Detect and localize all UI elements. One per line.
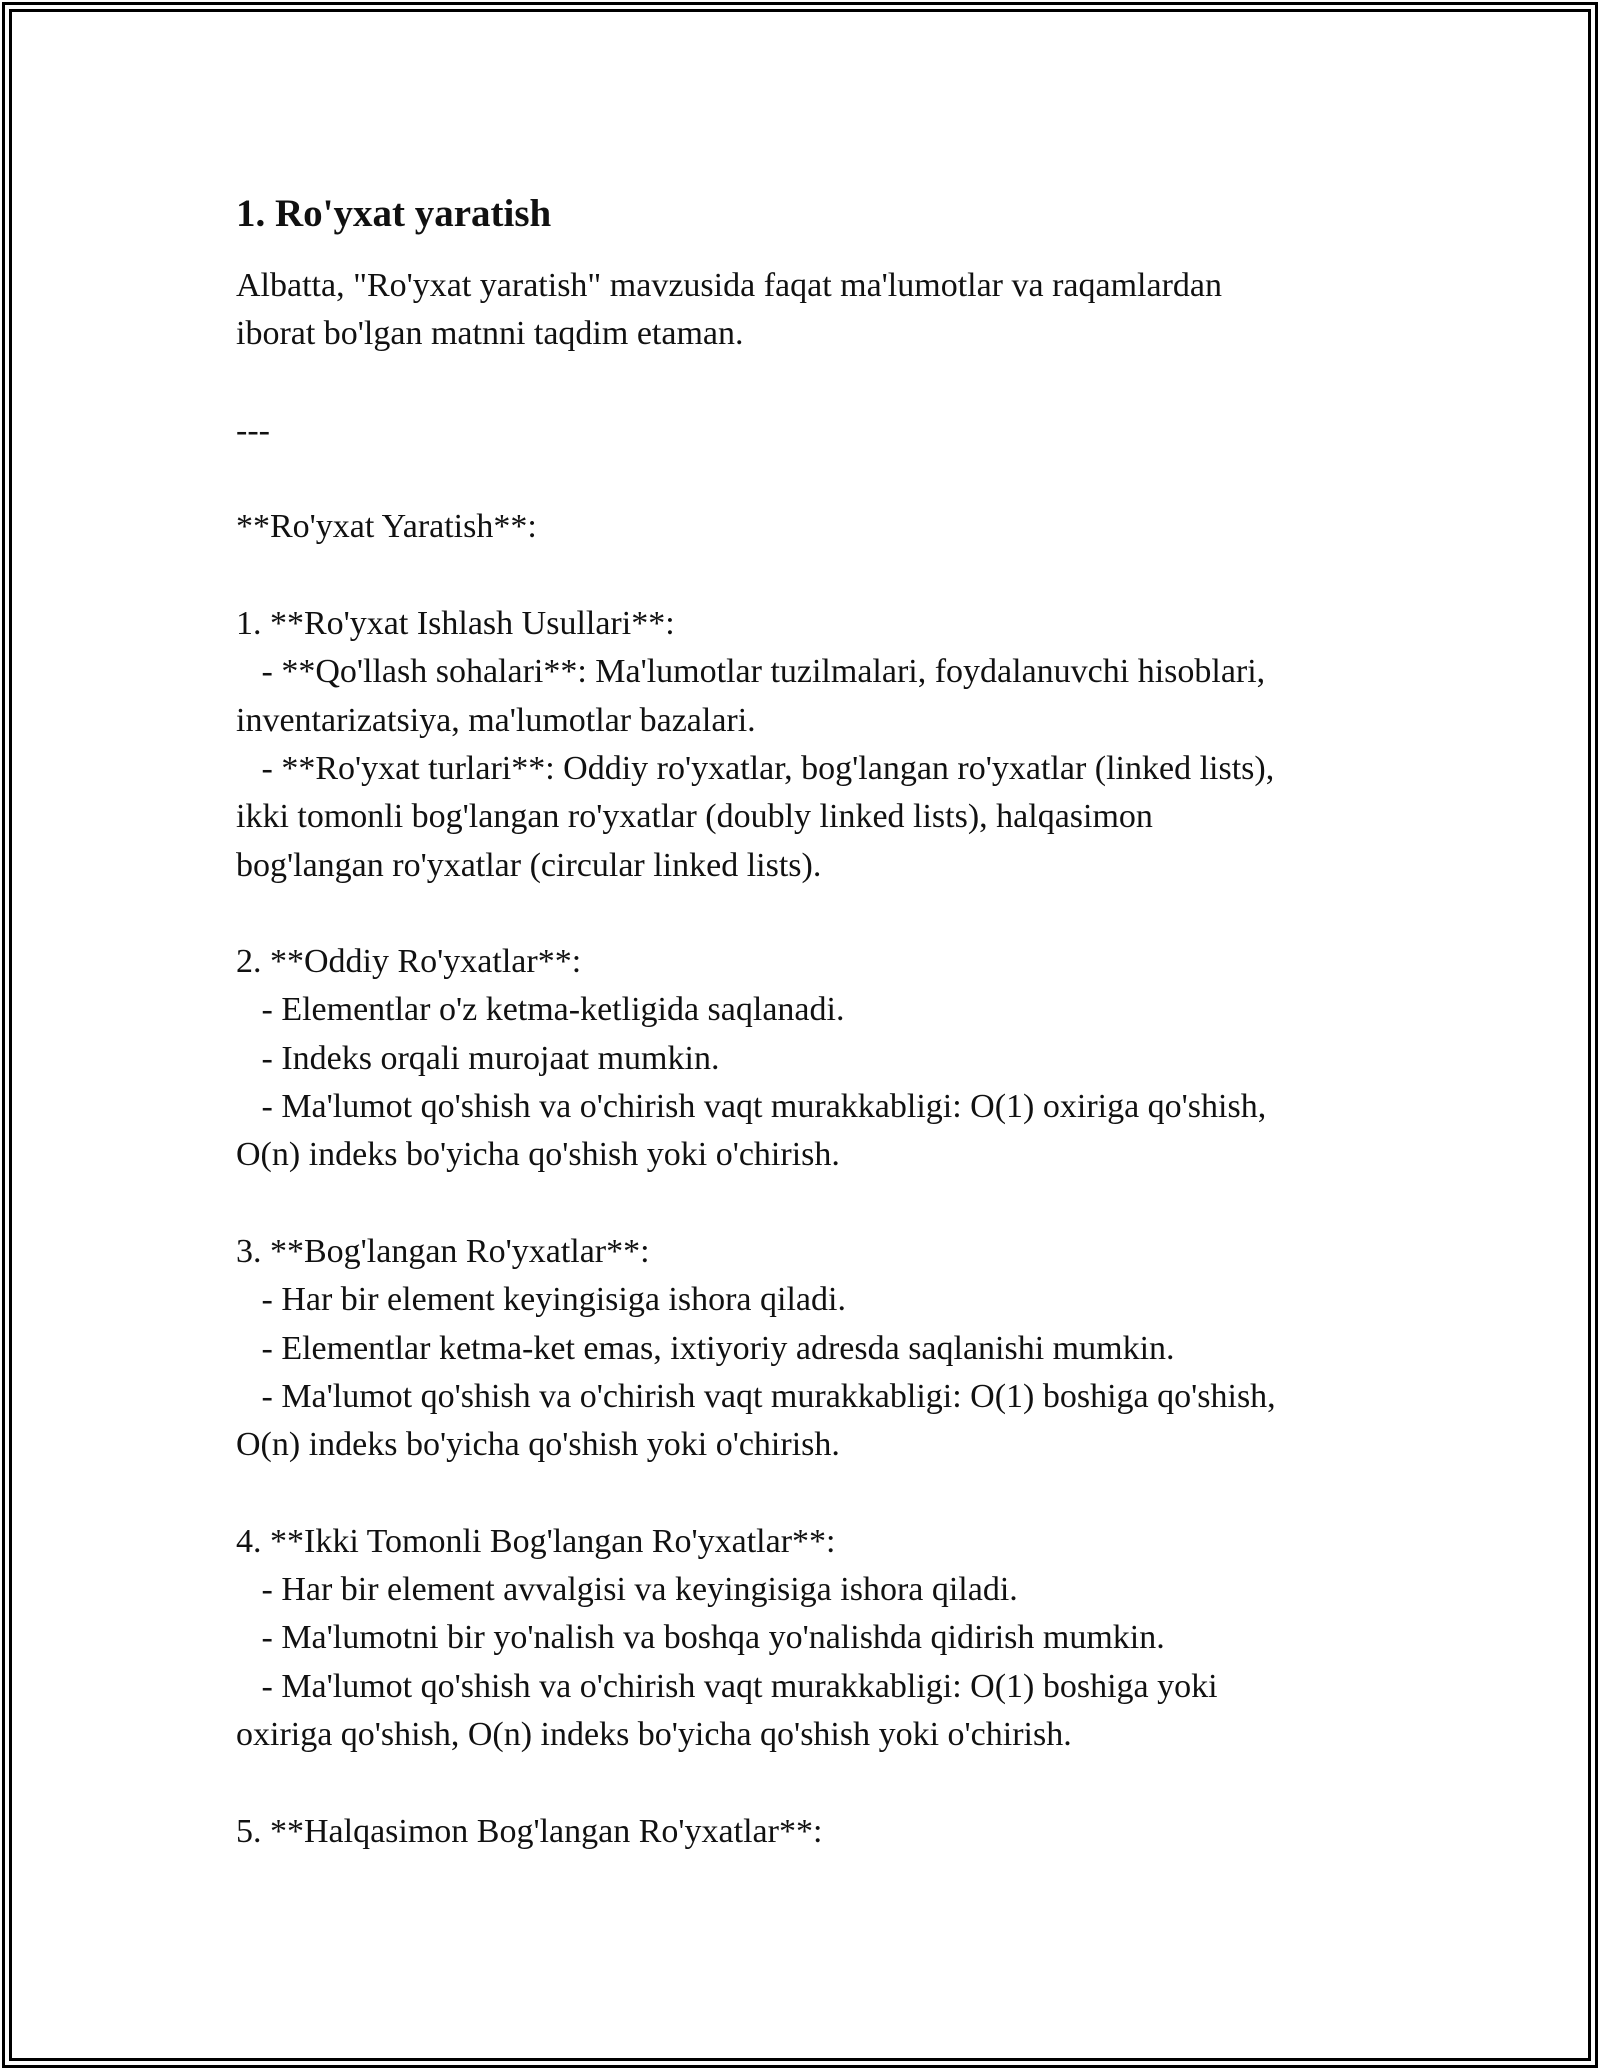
blank-line — [236, 359, 1416, 407]
text-line: - Ma'lumotni bir yo'nalish va boshqa yo'nalishda qidirish mumkin. — [236, 1619, 1165, 1657]
text-line: --- — [236, 411, 270, 449]
text-line: - Indeks orqali murojaat mumkin. — [236, 1039, 720, 1077]
text-line: 4. **Ikki Tomonli Bog'langan Ro'yxatlar**: — [236, 1522, 836, 1560]
text-line: O(n) indeks bo'yicha qo'shish yoki o'chirish. — [236, 1426, 840, 1464]
document-title: 1. Ro'yxat yaratish — [236, 192, 552, 235]
text-line: O(n) indeks bo'yicha qo'shish yoki o'chirish. — [236, 1136, 840, 1174]
text-line: inventarizatsiya, ma'lumotlar bazalari. — [236, 701, 756, 739]
text-line: **Ro'yxat Yaratish**: — [236, 508, 537, 546]
blank-line — [236, 890, 1416, 938]
text-line: bog'langan ro'yxatlar (circular linked lists). — [236, 846, 822, 884]
text-line: - Elementlar ketma-ket emas, ixtiyoriy adresda saqlanishi mumkin. — [236, 1329, 1175, 1367]
text-line: - Ma'lumot qo'shish va o'chirish vaqt murakkabligi: O(1) boshiga yoki — [236, 1667, 1218, 1705]
text-line: Albatta, "Ro'yxat yaratish" mavzusida faqat ma'lumotlar va raqamlardan — [236, 267, 1222, 304]
text-line: - Har bir element avvalgisi va keyingisiga ishora qiladi. — [236, 1571, 1018, 1609]
text-line: iborat bo'lgan matnni taqdim etaman. — [236, 315, 744, 353]
text-line: - Ma'lumot qo'shish va o'chirish vaqt murakkabligi: O(1) boshiga qo'shish, — [236, 1377, 1276, 1415]
text-line: - Har bir element keyingisiga ishora qiladi. — [236, 1281, 846, 1319]
text-line: 5. **Halqasimon Bog'langan Ro'yxatlar**: — [236, 1812, 823, 1850]
text-line: 3. **Bog'langan Ro'yxatlar**: — [236, 1232, 650, 1270]
text-line: oxiriga qo'shish, O(n) indeks bo'yicha qo'shish yoki o'chirish. — [236, 1715, 1072, 1753]
text-line: - Elementlar o'z ketma-ketligida saqlanadi. — [236, 991, 845, 1029]
text-line: - **Ro'yxat turlari**: Oddiy ro'yxatlar, bog'langan ro'yxatlar (linked lists), — [236, 749, 1275, 787]
document-body — [236, 190, 1416, 1856]
text-line: 1. **Ro'yxat Ishlash Usullari**: — [236, 605, 675, 643]
blank-line — [236, 455, 1416, 503]
text-line: - Ma'lumot qo'shish va o'chirish vaqt murakkabligi: O(1) oxiriga qo'shish, — [236, 1088, 1267, 1126]
text-line: 2. **Oddiy Ro'yxatlar**: — [236, 943, 582, 981]
text-line: ikki tomonli bog'langan ro'yxatlar (doubly linked lists), halqasimon — [236, 798, 1153, 836]
blank-line — [236, 1180, 1416, 1228]
document-text — [236, 262, 1416, 1856]
text-line: - **Qo'llash sohalari**: Ma'lumotlar tuzilmalari, foydalanuvchi hisoblari, — [236, 653, 1266, 691]
blank-line — [236, 552, 1416, 600]
blank-line — [236, 1469, 1416, 1517]
blank-line — [236, 1759, 1416, 1807]
